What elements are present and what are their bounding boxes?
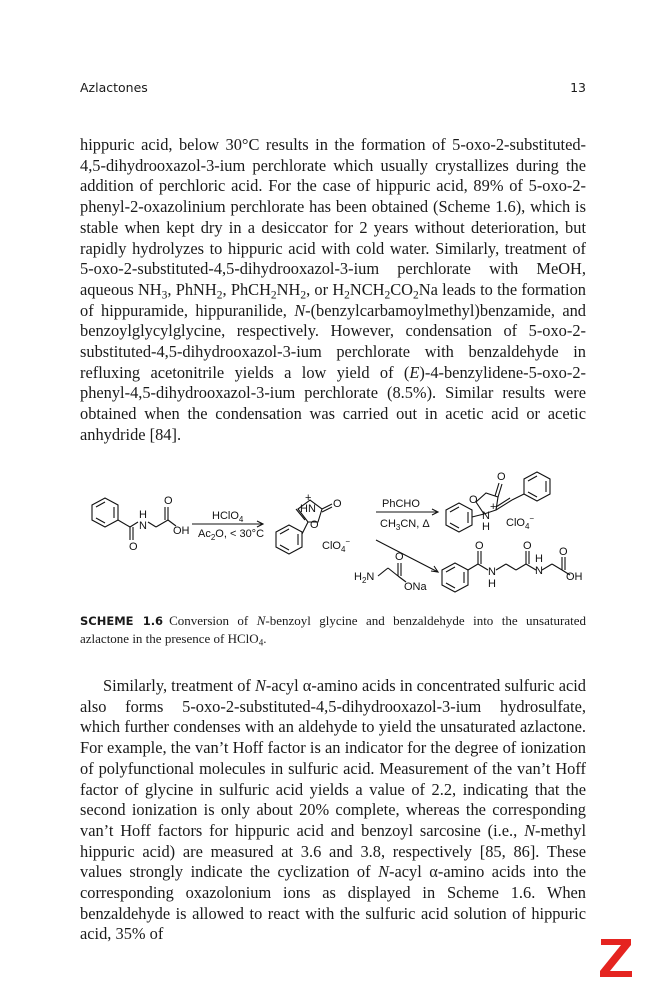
atom-label: H — [482, 521, 490, 533]
chapter-title: Azlactones — [80, 80, 148, 95]
atom-label: H — [488, 578, 496, 590]
running-head — [80, 80, 586, 95]
subscript: 2 — [413, 289, 419, 302]
subscript: 2 — [384, 289, 391, 302]
paragraph-2 — [80, 676, 586, 945]
text-run: -benzoyl glycine and benzaldehyde into the unsaturated azlactone in the presence of HClO — [80, 613, 586, 646]
text-run: -methyl hippuric acid) are measured at 3.6 and 3.8, respectively [85, 86]. These values strongly indicate the cyclization of — [80, 820, 586, 882]
atom-label: O — [497, 471, 506, 483]
text-run: . — [263, 631, 267, 646]
text-run: -acyl α-amino acids in concentrated sulfuric acid also forms 5-oxo-2-substituted-4,5-dihydrooxazol-3-ium hydrosulfate, which further condenses with an aldehyde to yield the unsaturated azlactone. For example, the van’t Hoff factor is an indicator for the degree of ionization of polyfunctional molecules in sulfuric acid. Measurement of the van’t Hoff factor of glycine in sulfuric acid yields a value of 2.2, indicating that the second ionization is only about 20% complete, whereas the corresponding van’t Hoff factors for hippuric acid and benzoyl sarcosine (i.e., — [80, 676, 586, 840]
italic-text: N — [294, 300, 306, 320]
paragraph-1 — [80, 135, 586, 446]
atom-label: O — [475, 540, 484, 552]
scheme-1-6-figure — [76, 452, 586, 597]
reagent-label: $Ac_2O$, < 30°C — [198, 528, 265, 542]
reagent-label: ONa — [404, 581, 427, 593]
reagent-label: $CH_3CN$, Δ — [380, 518, 430, 532]
caption-label: SCHEME 1.6 — [80, 614, 164, 628]
benzene-ring — [442, 563, 468, 592]
charge-label: + — [305, 492, 312, 504]
reagent-label: HClO$_4$ — [212, 510, 244, 524]
atom-label: OH — [173, 525, 190, 537]
atom-label: H — [139, 509, 147, 521]
atom-label: HN — [300, 503, 316, 515]
text-run: , or H — [306, 279, 345, 299]
text-run: Conversion of — [169, 613, 257, 628]
text-run: )-4-benzylidene-5-oxo-2-phenyl-4,5-dihydrooxazol-3-ium perchlorate (8.5%). Similar results were obtained when the condensation was carried out in acetic acid or acetic anhydride [84]. — [80, 362, 586, 444]
scheme-caption — [80, 612, 586, 647]
italic-text: N — [524, 820, 536, 840]
counterion-label: ClO$_4$− — [322, 537, 351, 554]
counterion-label: ClO$_4$− — [506, 514, 535, 531]
text-run: -(benzylcarbamoylmethyl)benzamide, and benzoylglycylglycine, respectively. However, condensation of 5-oxo-2-substituted-4,5-dihydrooxazol-3-ium perchlorate with benzaldehyde in refluxing acetonitrile yields a low yield of ( — [80, 300, 586, 382]
subscript: 4 — [258, 637, 264, 648]
benzene-ring — [446, 503, 472, 532]
text-run: Na leads to the formation of hippuramide, hippuranilide, — [80, 279, 586, 320]
italic-text: N — [378, 862, 390, 882]
atom-label: N — [488, 566, 496, 578]
subscript: 2 — [270, 289, 277, 302]
italic-text: N — [254, 676, 266, 695]
atom-label: O — [523, 540, 532, 552]
italic-text: N — [256, 613, 266, 628]
subscript: 2 — [216, 289, 223, 302]
atom-label: O — [559, 546, 568, 558]
atom-label: O — [333, 498, 342, 510]
text-run: CO — [390, 279, 414, 299]
reagent-label: PhCHO — [382, 498, 420, 510]
atom-label: O — [129, 541, 138, 553]
benzene-ring — [524, 472, 550, 501]
atom-label: O — [395, 551, 404, 563]
atom-label: O — [164, 495, 173, 507]
italic-text: E — [409, 362, 420, 382]
text-run: NH — [276, 279, 301, 299]
subscript: 3 — [161, 289, 168, 302]
reagent-label: $H_2N$ — [354, 571, 375, 585]
text-run: Similarly, treatment of — [103, 676, 255, 695]
text-run: , PhNH — [167, 279, 217, 299]
benzene-ring — [92, 498, 118, 527]
charge-label: + — [490, 501, 497, 513]
text-run: NCH — [349, 279, 385, 299]
benzene-ring — [276, 525, 302, 554]
subscript: 2 — [344, 289, 350, 302]
text-run: , PhCH — [222, 279, 271, 299]
publisher-logo-icon — [597, 935, 635, 979]
atom-label: N — [482, 510, 490, 522]
text-run: hippuric acid, below 30°C results in the formation of 5-oxo-2-substituted-4,5-dihydrooxazol-3-ium perchlorate which usually crystallizes during the addition of perchloric acid. For the case of hippuric acid, 89% of 5-oxo-2-phenyl-2-oxazolinium perchlorate has been obtained (Scheme 1.6), which is stable when kept dry in a desiccator for 2 years without deterioration, but rapidly hydrolyzes to hippuric acid with cold water. Similarly, treatment of 5-oxo-2-substituted-4,5-dihydrooxazol-3-ium perchlorate with MeOH, aqueous NH — [80, 135, 586, 299]
atom-label: N — [139, 520, 147, 532]
atom-label: O — [310, 519, 319, 531]
atom-label: N — [535, 565, 543, 577]
atom-label: O — [469, 494, 478, 506]
atom-label: H — [535, 553, 543, 565]
page-number: 13 — [570, 80, 586, 95]
atom-label: OH — [566, 571, 583, 583]
subscript: 2 — [300, 289, 307, 302]
text-run: -acyl α-amino acids into the corresponding oxazolonium ions as displayed in Scheme 1.6. When benzaldehyde is allowed to react with the sulfuric acid solution of hippuric acid, 35% of — [80, 862, 586, 944]
